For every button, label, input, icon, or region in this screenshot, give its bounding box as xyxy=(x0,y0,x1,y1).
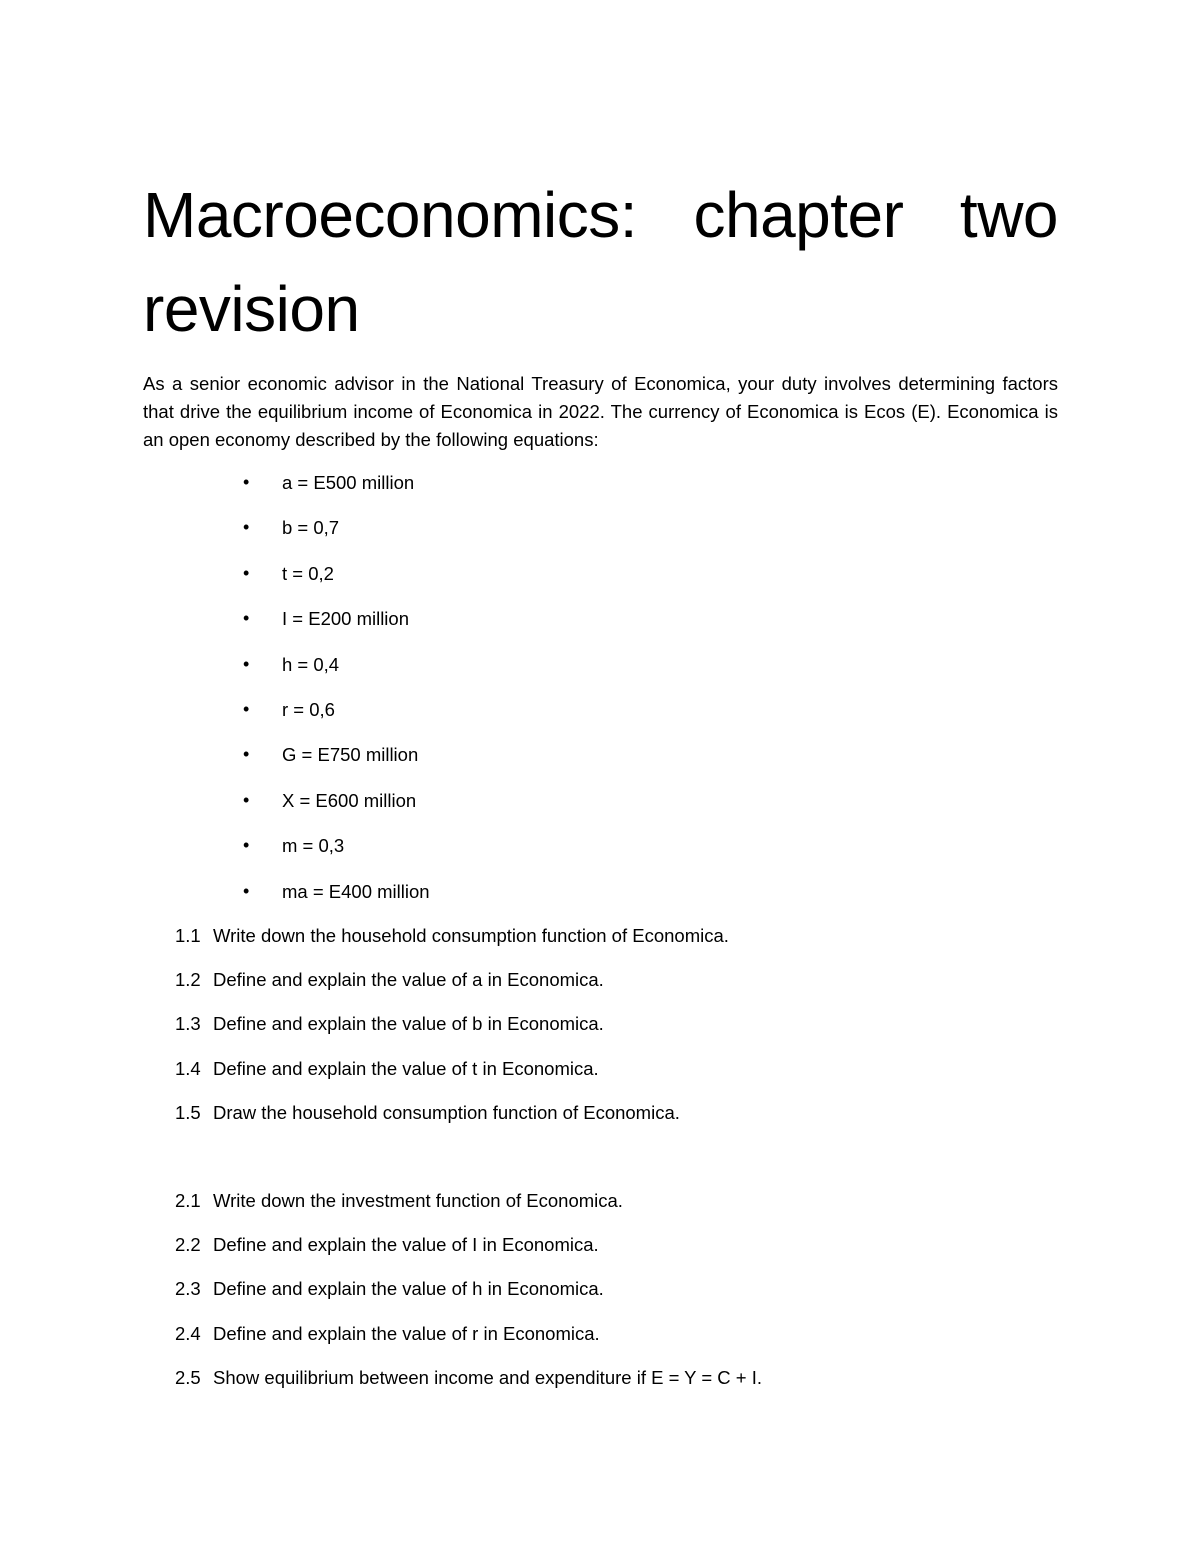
question-text: Define and explain the value of t in Economica. xyxy=(213,1057,599,1079)
variable-text: a = E500 million xyxy=(282,472,415,493)
question-item xyxy=(143,1002,1058,1046)
bullet-icon: • xyxy=(243,608,250,629)
question-list-section-2 xyxy=(143,1179,1058,1400)
variable-text: G = E750 million xyxy=(282,744,419,766)
question-item xyxy=(143,1091,1058,1135)
variable-text: I = E200 million xyxy=(282,608,409,630)
section-gap xyxy=(143,1135,1058,1179)
question-item xyxy=(143,914,1058,958)
list-item xyxy=(143,505,1058,550)
list-item xyxy=(143,642,1058,687)
question-item xyxy=(143,1356,1058,1400)
list-item xyxy=(143,596,1058,641)
question-list-section-1 xyxy=(143,914,1058,1135)
variable-text: ma = E400 million xyxy=(282,880,430,902)
list-item xyxy=(143,687,1058,732)
question-item xyxy=(143,1312,1058,1356)
bullet-icon: • xyxy=(243,653,250,674)
bullet-icon: • xyxy=(243,517,250,538)
question-number: 1.5 xyxy=(175,1101,201,1123)
variable-text: h = 0,4 xyxy=(282,653,340,675)
question-item xyxy=(143,1267,1058,1311)
list-item xyxy=(143,823,1058,868)
variable-text: t = 0,2 xyxy=(282,562,334,584)
intro-paragraph: As a senior economic advisor in the National Treasury of Economica, your duty involves determining factors that drive the equilibrium income of Economica in 2022. The currency of Economica is Ecos (E). Economica is an open economy described by the following equations: xyxy=(143,373,1058,450)
list-item xyxy=(143,551,1058,596)
bullet-icon: • xyxy=(243,789,250,810)
bullet-icon: • xyxy=(243,472,250,492)
question-number: 2.1 xyxy=(175,1190,201,1212)
bullet-icon: • xyxy=(243,744,250,765)
question-text: Write down the household consumption function of Economica. xyxy=(213,925,729,947)
question-number: 2.2 xyxy=(175,1234,201,1256)
question-item xyxy=(143,1223,1058,1267)
question-number: 2.4 xyxy=(175,1322,201,1344)
list-item xyxy=(143,869,1058,914)
question-number: 1.1 xyxy=(175,925,201,947)
question-item xyxy=(143,1047,1058,1091)
question-number: 2.5 xyxy=(175,1366,201,1388)
page-title: Macroeconomics: chapter two revision xyxy=(143,179,1058,345)
variable-text: X = E600 million xyxy=(282,789,417,811)
question-text: Define and explain the value of a in Economica. xyxy=(213,969,604,991)
list-item xyxy=(143,732,1058,777)
question-number: 1.4 xyxy=(175,1057,201,1079)
question-item xyxy=(143,958,1058,1002)
question-text: Define and explain the value of h in Economica. xyxy=(213,1278,604,1300)
bullet-icon: • xyxy=(243,562,250,583)
question-number: 1.2 xyxy=(175,969,201,991)
question-text: Define and explain the value of r in Economica. xyxy=(213,1322,600,1344)
question-text: Show equilibrium between income and expenditure if E = Y = C + I. xyxy=(213,1366,762,1388)
bullet-icon: • xyxy=(243,699,250,720)
list-item xyxy=(143,460,1058,505)
document-page xyxy=(143,168,1058,1400)
question-number: 2.3 xyxy=(175,1278,201,1300)
question-text: Define and explain the value of b in Economica. xyxy=(213,1013,604,1035)
variable-text: r = 0,6 xyxy=(282,699,335,721)
variable-list xyxy=(143,460,1058,914)
question-text: Draw the household consumption function of Economica. xyxy=(213,1101,680,1123)
question-text: Define and explain the value of I in Economica. xyxy=(213,1234,599,1256)
variable-text: b = 0,7 xyxy=(282,517,340,539)
question-number: 1.3 xyxy=(175,1013,201,1035)
variable-text: m = 0,3 xyxy=(282,835,345,857)
bullet-icon: • xyxy=(243,835,250,856)
question-item xyxy=(143,1179,1058,1223)
question-text: Write down the investment function of Economica. xyxy=(213,1190,623,1212)
bullet-icon: • xyxy=(243,880,250,901)
list-item xyxy=(143,778,1058,823)
